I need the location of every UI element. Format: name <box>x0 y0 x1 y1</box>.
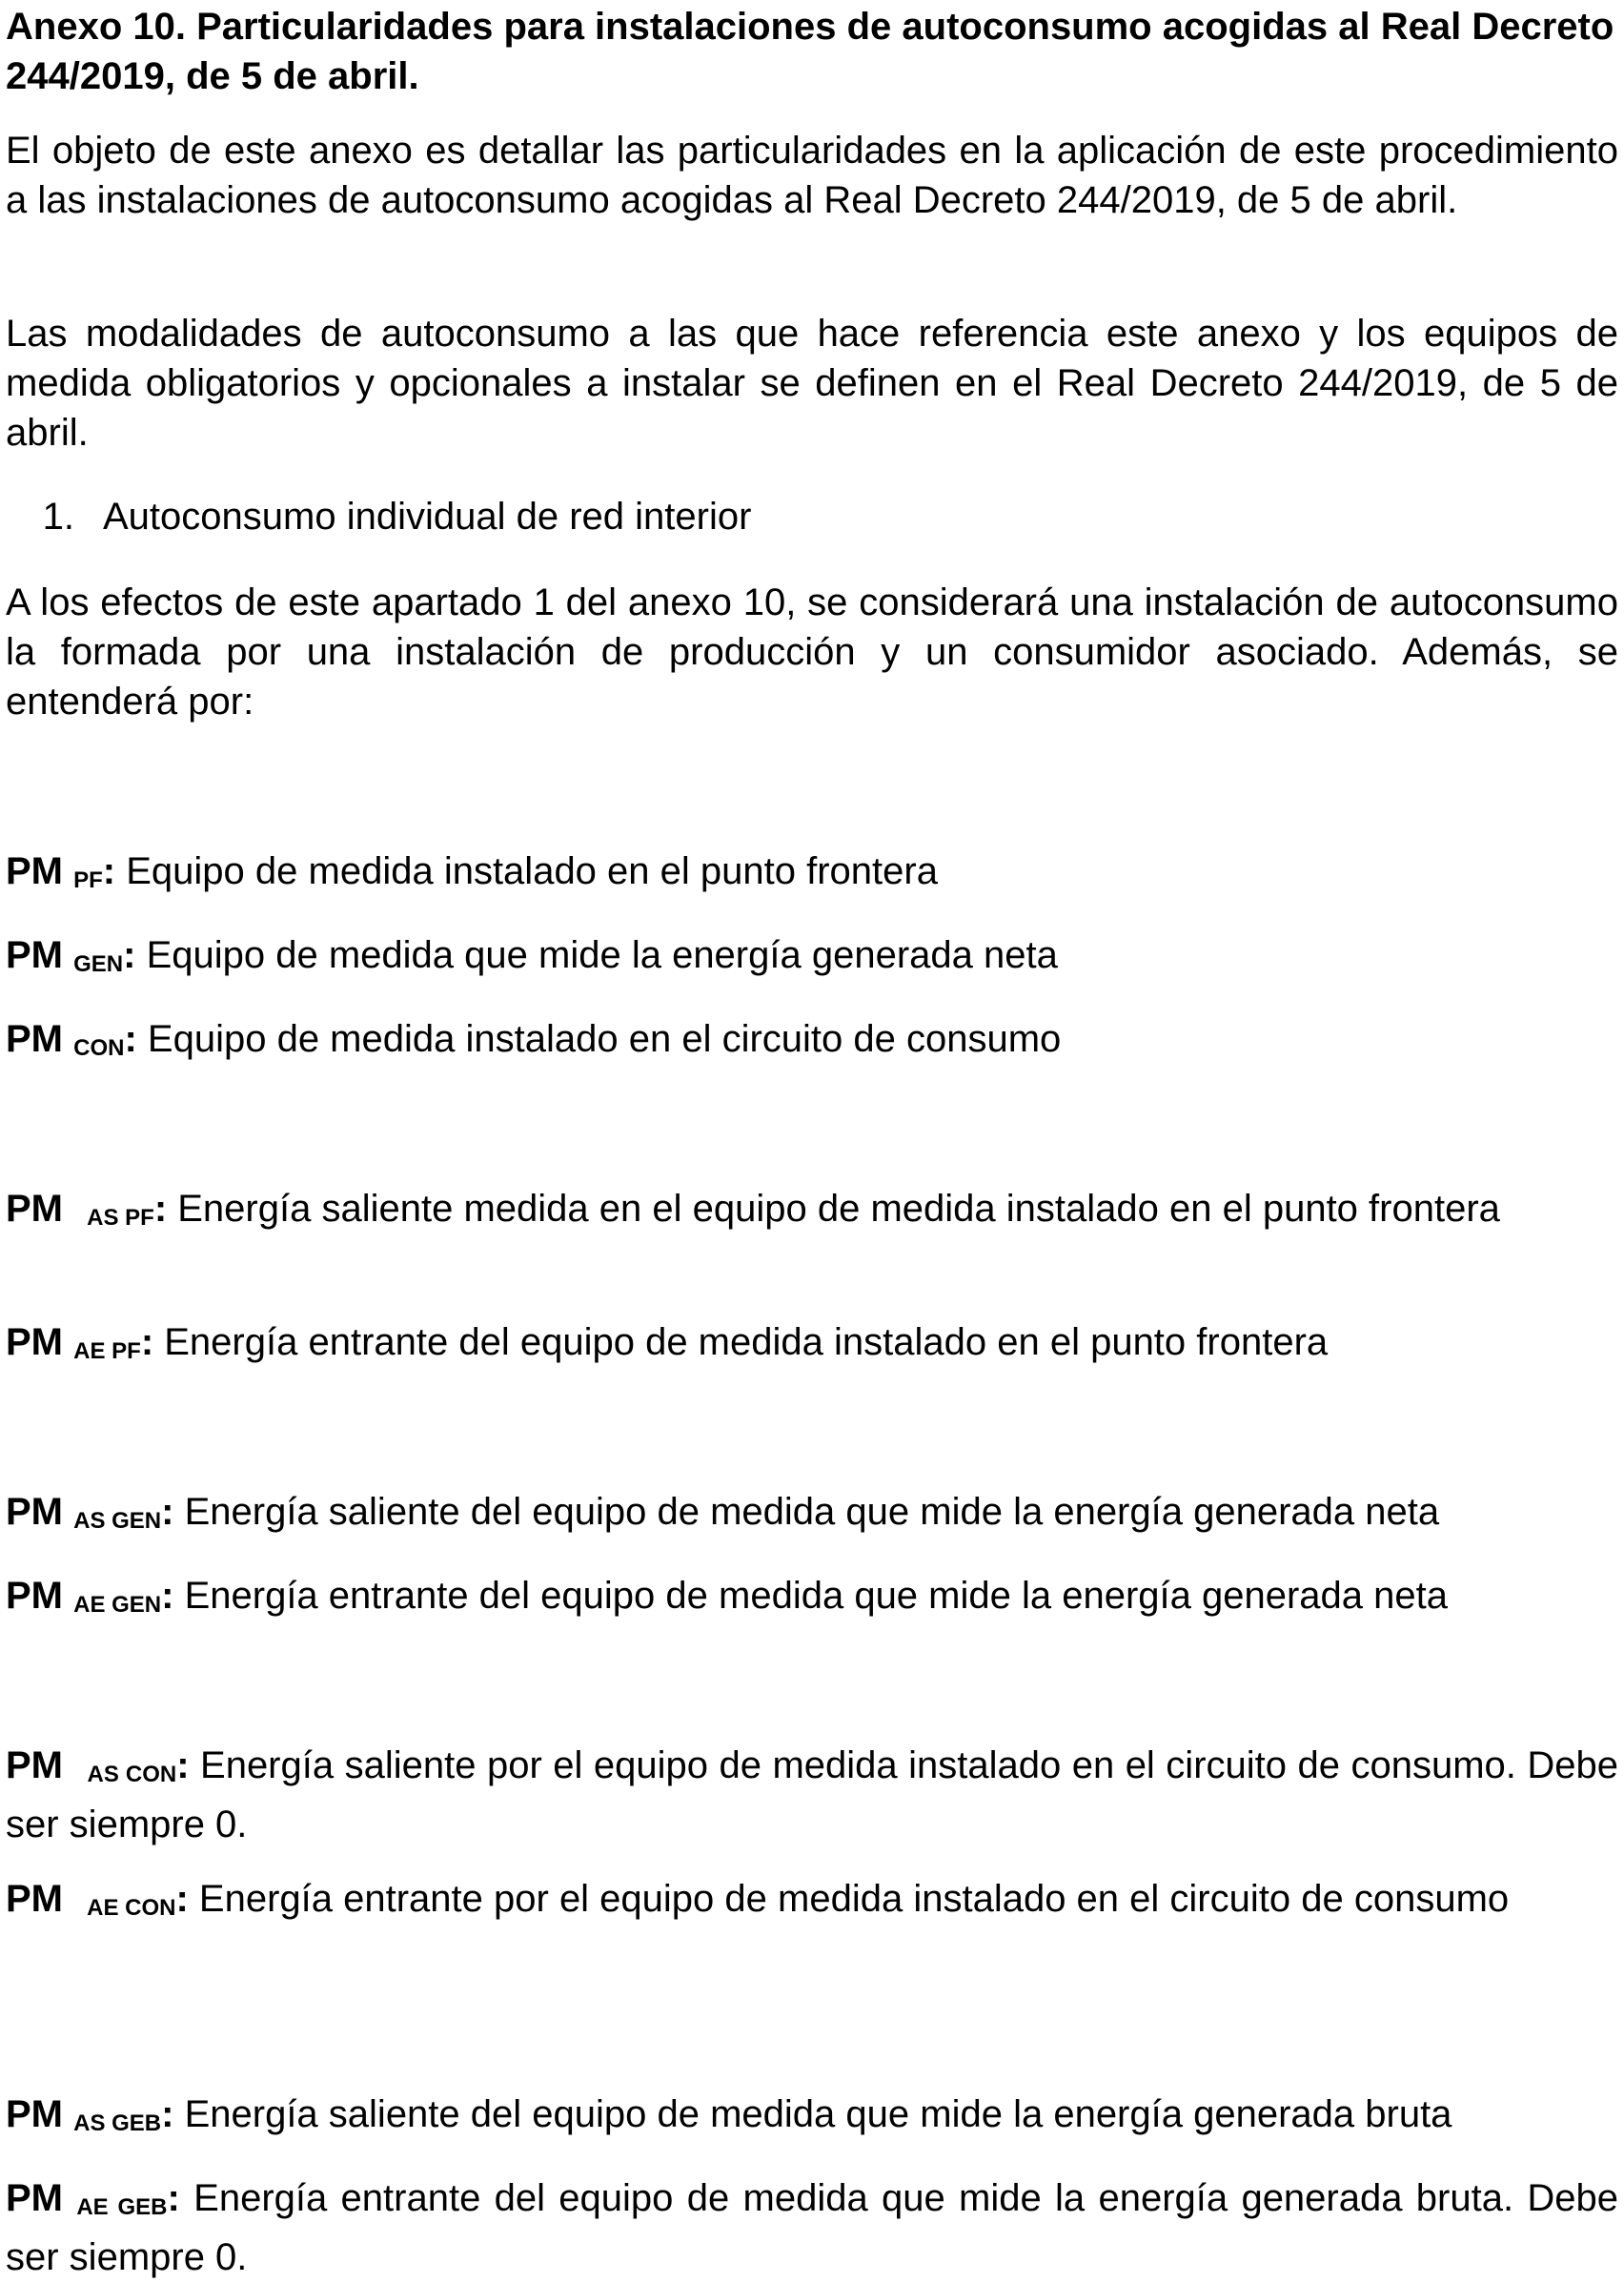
intro-paragraph-1: El objeto de este anexo es detallar las particularidades en la aplicación de este procedimiento a las instalaciones de autoconsumo acogidas al Real Decreto 244/2019, de 5 de abril. <box>6 130 1618 221</box>
definition-pm-as-con: PM AS CON: Energía saliente por el equipo de medida instalado en el circuito de consumo. Debe ser siempre 0. <box>6 1744 1618 1845</box>
definition-pm-as-geb: PM AS GEB: Energía saliente del equipo de medida que mide la energía generada bruta <box>6 2093 1452 2136</box>
document-title: Anexo 10. Particularidades para instalaciones de autoconsumo acogidas al Real Decreto 244/2019, de 5 de abril. <box>6 6 1614 97</box>
definition-pm-ae-gen: PM AE GEN: Energía entrante del equipo de medida que mide la energía generada neta <box>6 1575 1449 1618</box>
definition-pm-as-pf: PM AS PF: Energía saliente medida en el equipo de medida instalado en el punto frontera <box>6 1188 1500 1231</box>
section-heading <box>6 492 1618 541</box>
definition-pm-con: PM CON: Equipo de medida instalado en el circuito de consumo <box>6 1018 1062 1061</box>
definition-pm-ae-pf: PM AE PF: Energía entrante del equipo de medida instalado en el punto frontera <box>6 1321 1329 1364</box>
section-paragraph: A los efectos de este apartado 1 del anexo 10, se considerará una instalación de autoconsumo la formada por una instalación de producción y un consumidor asociado. Además, se entenderá por: <box>6 581 1618 723</box>
definition-pm-as-gen: PM AS GEN: Energía saliente del equipo de medida que mide la energía generada neta <box>6 1491 1440 1534</box>
section-number: 1. <box>42 496 74 538</box>
definition-pm-ae-geb: PM AE GEB: Energía entrante del equipo de medida que mide la energía generada bruta. Debe ser siempre 0. <box>6 2177 1618 2278</box>
section-heading-text: Autoconsumo individual de red interior <box>103 496 752 538</box>
definition-pm-gen: PM GEN: Equipo de medida que mide la energía generada neta <box>6 934 1058 977</box>
intro-paragraph-2: Las modalidades de autoconsumo a las que hace referencia este anexo y los equipos de medida obligatorios y opcionales a instalar se definen en el Real Decreto 244/2019, de 5 de abril. <box>6 313 1618 454</box>
definition-pm-pf: PM PF: Equipo de medida instalado en el punto frontera <box>6 850 938 893</box>
definition-pm-ae-con: PM AE CON: Energía entrante por el equipo de medida instalado en el circuito de consumo <box>6 1878 1510 1921</box>
